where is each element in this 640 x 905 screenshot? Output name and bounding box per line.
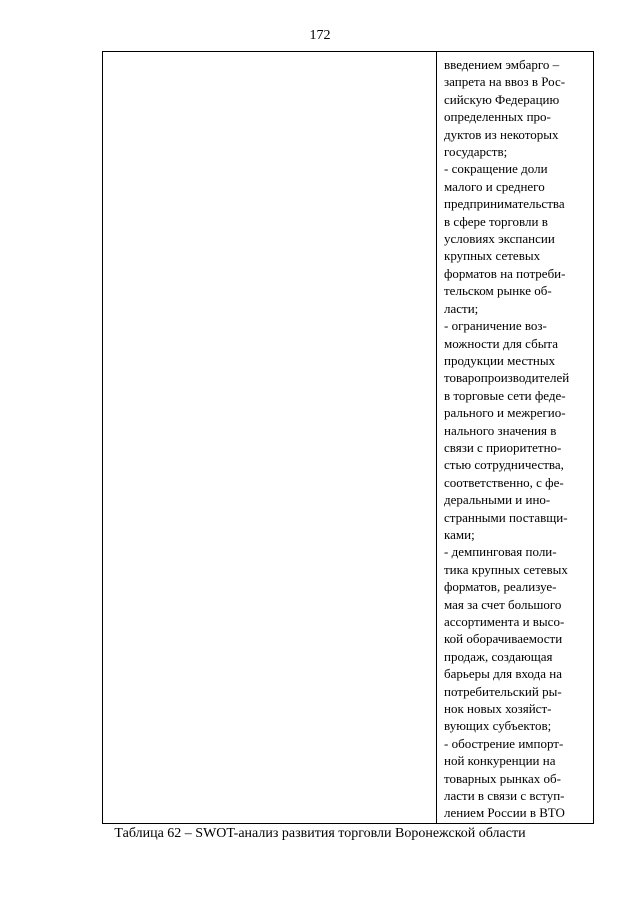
table-cell-line: продукции местных [444,352,556,368]
table-caption: Таблица 62 – SWOT-анализ развития торговли Воронежской области [114,826,526,841]
table-cell-line: ассортимента и высо- [444,614,565,629]
table-cell-line: форматов на потреби- [444,265,566,281]
table-cell-line: в торговые сети феде- [444,387,566,403]
table-cell-line: кой оборачиваемости [444,631,563,647]
table-cell-line: потребительский ры- [444,683,562,699]
table-cell-line: в сфере торговли в [444,213,548,229]
table-cell-line: - ограничение воз- [444,318,547,334]
table-cell-line: - обострение импорт- [444,735,564,751]
table-cell-line: мая за счет большого [444,596,562,612]
table-cell-line: форматов, реализуе- [444,579,557,595]
table-cell-line: товаропроизводителей [444,370,570,386]
table-cell-line: - демпинговая поли- [444,544,557,560]
table-right-cell [444,56,592,822]
table-cell-line: крупных сетевых [444,248,541,264]
table-cell-line: связи с приоритетно- [444,439,562,455]
table-cell-line: тика крупных сетевых [444,561,568,577]
table-cell-line: товарных рынках об- [444,770,561,786]
table-cell-line: условиях экспансии [444,231,555,247]
table-cell-line: ной конкуренции на [444,753,556,769]
page-number: 172 [309,28,331,43]
table-cell-line: продаж, создающая [444,648,553,664]
table-cell-line: рального и межрегио- [444,405,566,421]
table-cell-line: ками; [444,526,475,542]
table-left-cell [103,52,436,823]
table-cell-line: деральными и ино- [444,492,551,508]
column-divider [436,52,437,823]
table-cell-line: нального значения в [444,422,557,438]
table-cell-line: сийскую Федерацию [444,91,560,107]
table-cell-line: ласти; [444,300,479,316]
table-cell-line: странными поставщи- [444,509,568,525]
table-cell-line: тельском рынке об- [444,283,552,299]
table-cell-line: соответственно, с фе- [444,474,564,490]
table-cell-line: дуктов из некоторых [444,126,559,142]
table-cell-line: вующих субъектов; [444,718,552,734]
table-cell-line: - сокращение доли [444,161,548,177]
table-cell-line: лением России в ВТО [444,805,565,821]
table-cell-line: малого и среднего [444,178,545,194]
table-cell-line: стью сотрудничества, [444,457,564,473]
table-cell-line: запрета на ввоз в Рос- [444,74,566,90]
table-cell-line: барьеры для входа на [444,666,563,682]
table-cell-line: введением эмбарго – [444,57,560,72]
table-cell-line: предпринимательства [444,196,565,212]
table-cell-line: определенных про- [444,109,551,125]
table-cell-line: нок новых хозяйст- [444,701,552,717]
table-cell-line: государств; [444,144,508,160]
swot-table [102,51,594,824]
table-cell-line: можности для сбыта [444,335,559,351]
table-cell-line: ласти в связи с вступ- [444,788,565,804]
